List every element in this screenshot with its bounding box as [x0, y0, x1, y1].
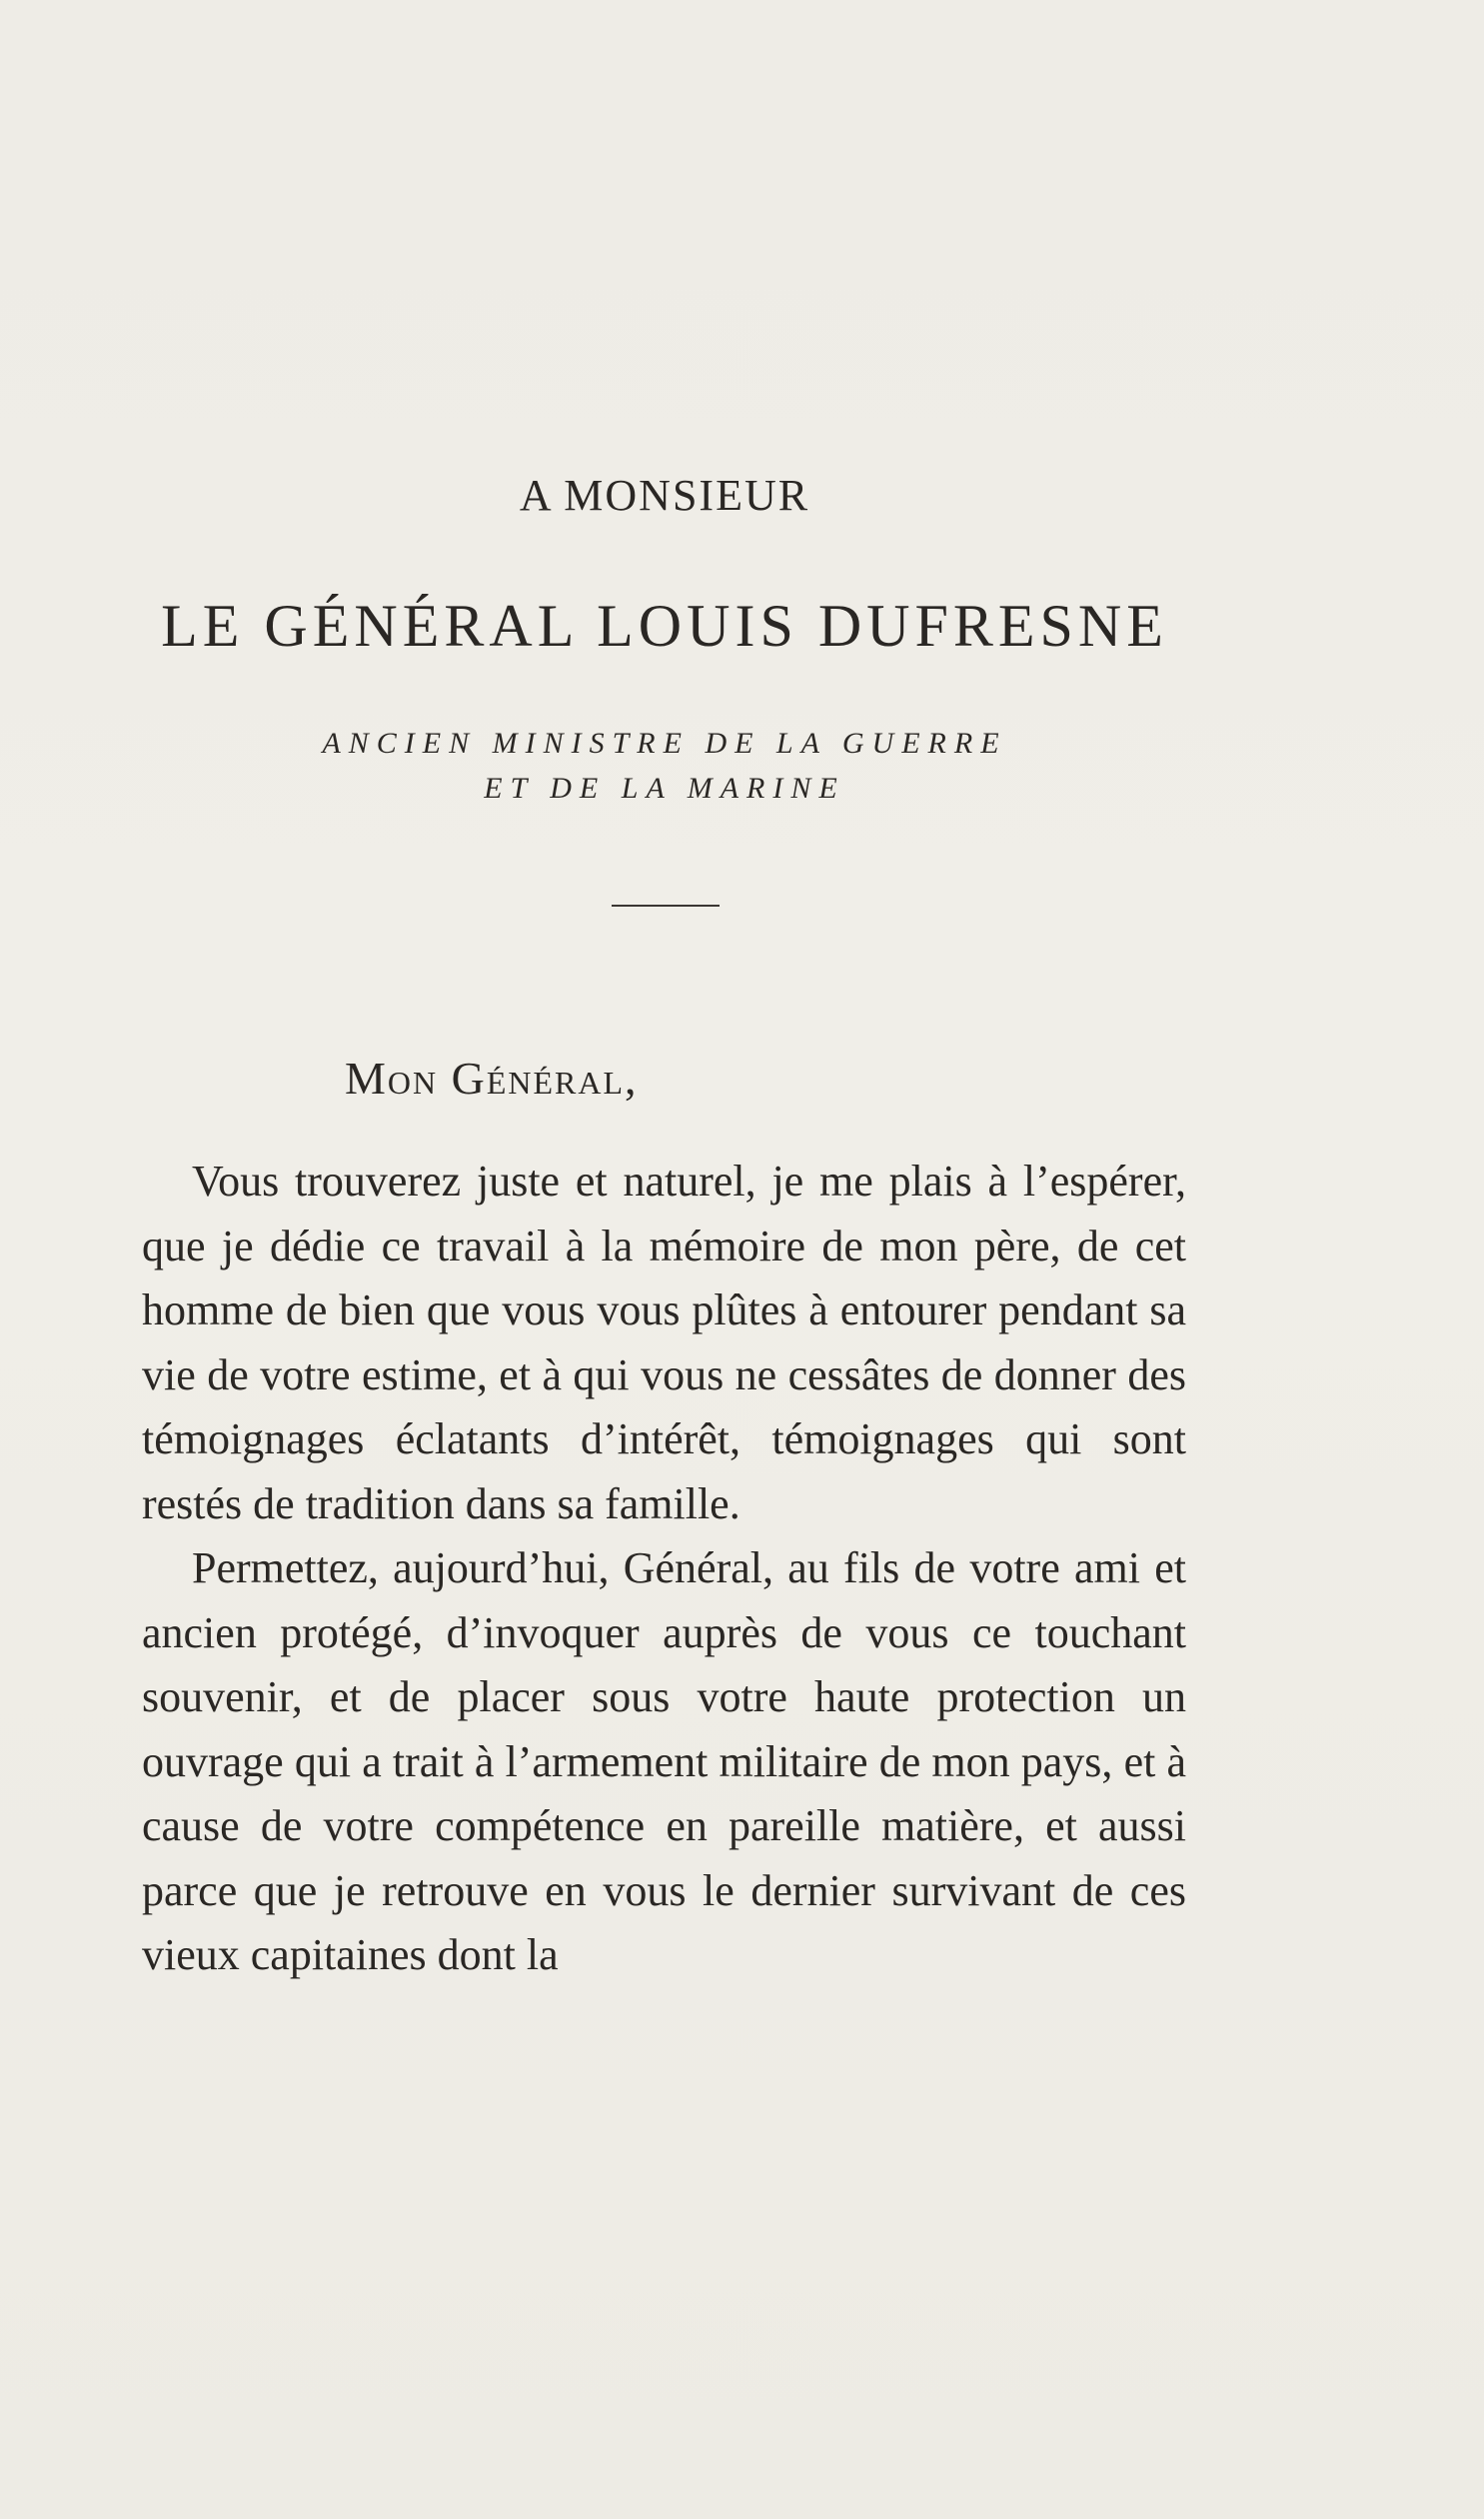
dedication-subtitle-line-2: ET DE LA MARINE	[484, 772, 845, 805]
section-divider	[612, 905, 720, 907]
dedication-name: LE GÉNÉRAL LOUIS DUFRESNE	[161, 593, 1168, 659]
salutation: Mon Général,	[345, 1053, 639, 1104]
paragraph: Vous trouverez juste et naturel, je me plais à l’espérer, que je dédie ce travail à la mémoire de mon père, de cet homme de bien que vous vous plûtes à entourer pendant sa vie de votre estime, et à qui vous ne cessâtes de donner des témoignages éclatants d’intérêt, témoignages qui sont restés de tradition dans sa famille.	[142, 1157, 1186, 1528]
letter-body	[142, 1150, 1186, 1988]
paragraph: Permettez, aujourd’hui, Général, au fils de votre ami et ancien protégé, d’invoquer auprès de vous ce touchant souvenir, et de placer sous votre haute protection un ouvrage qui a trait à l’armement militaire de mon pays, et à cause de votre compétence en pareille matière, et aussi parce que je retrouve en vous le dernier survivant de ces vieux capitaines dont la	[142, 1543, 1186, 1979]
dedication-line-1: A MONSIEUR	[519, 471, 810, 520]
dedication-subtitle-line-1: ANCIEN MINISTRE DE LA GUERRE	[322, 727, 1007, 760]
